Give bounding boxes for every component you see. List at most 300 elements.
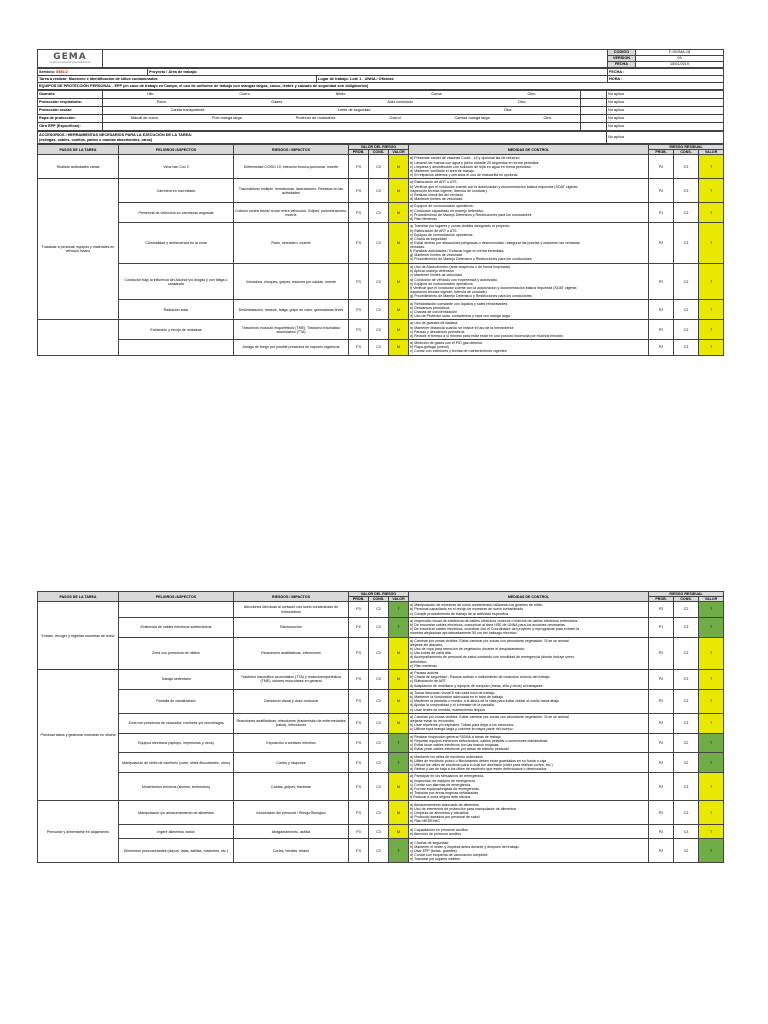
medida-line: e) Transitar por áreas seguras señalizadas	[410, 790, 479, 795]
residual-cons-cell: C3	[674, 637, 699, 669]
peligro-cell: Zona con presencia de ofidios	[119, 637, 234, 669]
cons-cell: C2	[369, 839, 389, 863]
residual-cons-cell: C3	[674, 670, 699, 690]
riesgo-cell: Caídas, golpes, fracturas	[234, 773, 349, 801]
residual-prob-cell: P2	[649, 637, 674, 669]
residual-cons-cell: C3	[674, 340, 699, 356]
risk-row	[38, 801, 724, 825]
epp-options	[103, 91, 581, 99]
epp-row-right: No aplica	[607, 107, 724, 115]
paso-cell: Pernoctar y alimentarse en alojamiento	[38, 801, 119, 863]
residual-cons-cell: C3	[674, 689, 699, 713]
cons-cell: C3	[369, 670, 389, 690]
residual-valor-cell: T	[699, 263, 724, 300]
epp-option: Auto contenido	[387, 100, 413, 105]
col-residual: RIESGO RESIDUAL	[649, 145, 724, 150]
medida-line: a) Caminar por zonas visibles. Evitar caminar por zonas con abundante vegetación. Si se ve animal	[410, 638, 569, 643]
risk-row	[38, 733, 724, 753]
col-valor: VALOR	[389, 597, 409, 602]
medida-line: b) Personal capacitado en el recojo de muestras de suelo contaminado	[410, 607, 524, 612]
riesgo-cell: Traumatismo múltiple, hematomas, laceraciones. Retrasos en las actividades	[234, 179, 349, 203]
epp-option: Careta transparente	[170, 108, 205, 113]
residual-prob-cell: P2	[649, 733, 674, 753]
medida-line: antiofídico.	[410, 659, 428, 664]
proyecto-label: Proyecto / Área de trabajo:	[148, 69, 608, 76]
riesgo-cell: Colisión contra reses/ cruce/ entre vehículos, Golpes, policontusiones, muerte	[234, 203, 349, 223]
riesgo-cell: Robo, secuestro, muerte	[234, 223, 349, 264]
medida-line: c) Realizar check list del vehículo	[410, 192, 464, 197]
epp-option: Nitrilo	[335, 92, 346, 97]
prob-cell: P3	[349, 155, 369, 179]
prob-cell: P3	[349, 733, 369, 753]
medida-line: b) De encontrar cables eléctricos, comunicar al área HSE de UNNA para los acciones necesarias.	[410, 623, 566, 628]
medida-line: b) Atención de primeros auxilios	[410, 831, 461, 836]
cons-cell: C3	[369, 801, 389, 825]
risk-row	[38, 263, 724, 300]
epp-check[interactable]	[581, 99, 607, 107]
paso-cell: Realizar actividades varias	[38, 155, 119, 179]
medida-line: b) Uso de elementos de protección para manipulador de alimentos	[410, 806, 517, 811]
epp-option: Hilo	[146, 92, 154, 97]
residual-valor-cell: T	[699, 637, 724, 669]
residual-valor-cell: T	[699, 773, 724, 801]
riesgo-cell: Enfermedad COVID 19, infección bronco-pulmonar, muerte	[234, 155, 349, 179]
epp-row-label: Otro EPP (Especificar):	[38, 123, 103, 131]
medida-line: a) Uso de guantes de badana	[410, 321, 458, 326]
medidas-cell	[409, 179, 649, 203]
prob-cell: P3	[349, 670, 369, 690]
medidas-cell	[409, 670, 649, 690]
medidas-cell	[409, 637, 649, 669]
peligro-cell: Virus han Cov 2	[119, 155, 234, 179]
epp-option: Lente de seguridad	[337, 108, 371, 113]
epp-options-list	[104, 116, 579, 120]
medida-line: d) Reducir el tiempo a lo mínimo para estar estar en una postura incómoda por muchos minutos	[410, 333, 563, 338]
accesorios-cell	[38, 132, 607, 144]
riesgo-cell: Cortes, heridas, tétano	[234, 839, 349, 863]
col-prob: PROB.	[649, 597, 674, 602]
prob-cell: P3	[349, 300, 369, 320]
peligro-cell: Manipulación de útiles de escritorio (cuter, útiles filocortantes, otros)	[119, 753, 234, 773]
medida-line: c) De encontrar cables eléctricos, coordinar con el Coordinador del proyecto y reprogramar para extraer la	[410, 627, 580, 632]
residual-cons-cell: C2	[674, 753, 699, 773]
medida-line: d) Contar con esquema de vacunación completa	[410, 852, 488, 857]
medida-line: d) Mantener ventilado el área de trabajo.	[410, 168, 475, 173]
epp-row-right: No aplica	[607, 99, 724, 107]
col-valor: VALOR	[389, 150, 409, 155]
document-header	[37, 49, 724, 68]
medida-line: b) Reportar equipos eléctricos defectuosos, cables pelados o conexiones clandestinas	[410, 738, 548, 743]
residual-cons-cell: C3	[674, 713, 699, 733]
risk-row	[38, 300, 724, 320]
paso-cell: Extraer, recoger y registrar muestras de suelo	[38, 602, 119, 670]
servicio-value: 5392.2	[56, 69, 68, 74]
medida-line: d) Plan Medevac	[410, 216, 437, 221]
medida-line: e) Evitar alertas por situaciones peligrosas o desconocidas / asegurar las puertas y mantener las ventanas	[410, 240, 580, 245]
residual-prob-cell: P1	[649, 617, 674, 637]
prob-cell: P2	[349, 617, 369, 637]
paso-cell: Trasladar a personal, equipos y materiales en vehículo liviano	[38, 179, 119, 320]
valor-cell: M	[389, 637, 409, 669]
col-pasos: PASOS DE LA TAREA	[38, 592, 119, 602]
prob-cell: P3	[349, 839, 369, 863]
lugar-label: Lugar de trabajo: Lote 1 - UNNA / Oficinas	[317, 76, 608, 83]
residual-prob-cell: P2	[649, 263, 674, 300]
riesgo-cell: Reacciones anafilácticas, infecciones	[234, 637, 349, 669]
servicio-field	[38, 69, 148, 76]
epp-option: Protector de motosierra	[295, 116, 336, 121]
medida-line: a) Realizar inspección general SIGMA a áreas de trabajo	[410, 734, 501, 739]
epp-option: Polvo	[156, 100, 167, 105]
medidas-cell	[409, 155, 649, 179]
risk-row	[38, 753, 724, 773]
epp-option: Otro:	[543, 116, 552, 121]
medida-line: c) Mantener límites de velocidad	[410, 273, 462, 278]
valor-cell: T	[389, 602, 409, 618]
residual-prob-cell: P2	[649, 602, 674, 618]
risk-row	[38, 617, 724, 637]
medida-line: b) Útiles de escritorio punzo o filocortantes deben estar guardados en su funda o caja	[410, 758, 547, 763]
medida-line: a) Rehidratación constante con líquidos y sales rehidratantes	[410, 301, 508, 306]
residual-prob-cell: P2	[649, 300, 674, 320]
medida-line: h) Procedimiento de Manejo Defensivo y Restricciones para los conductores	[410, 257, 532, 262]
residual-prob-cell: P2	[649, 689, 674, 713]
cons-cell: C3	[369, 320, 389, 340]
cons-cell: C3	[369, 179, 389, 203]
prob-cell: P3	[349, 689, 369, 713]
residual-valor-cell: T	[699, 713, 724, 733]
epp-check[interactable]	[581, 91, 607, 99]
residual-cons-cell: C3	[674, 773, 699, 801]
medida-line: e) En espacios abiertos y cerrados el uso de mascarilla es opcional.	[410, 172, 519, 177]
residual-prob-cell: P1	[649, 203, 674, 223]
medida-line: c) Mantener la pantalla o monitor a la altura de la vista para evitar doblar el cuello hacia abajo	[410, 699, 560, 704]
col-valor-riesgo: VALOR DEL RIESGO	[349, 592, 409, 597]
peligro-cell: Presencia de vehículos en carreteras angostas	[119, 203, 234, 223]
residual-valor-cell: T	[699, 670, 724, 690]
medida-line: c) Limpieza y desinfección con solución de lejía en agua en forma periódica.	[410, 164, 532, 169]
col-medidas: MEDIDAS DE CONTROL	[409, 592, 649, 602]
epp-row	[38, 115, 724, 123]
cons-cell: C3	[369, 825, 389, 839]
medida-line: d) Conductor de vehículo con experiencia y autorizado.	[410, 277, 498, 282]
medida-line: d) Evitar pisar cables eléctricos por áreas de tránsito peatonal	[410, 747, 509, 752]
cons-cell: C2	[369, 733, 389, 753]
col-cons: CONS.	[369, 597, 389, 602]
epp-check[interactable]	[581, 107, 607, 115]
epp-option: Mandil de cuero	[130, 116, 159, 121]
medida-line: inspección técnica vigente, licencia de conducir).	[410, 188, 488, 193]
medida-line: b) Mantener el orden y limpieza antes durante y después del trabajo.	[410, 844, 520, 849]
medida-line: a) Presentar carnet de vacunas Covid - 19 y opcional las de refuerzo	[410, 156, 520, 161]
page-1	[37, 49, 723, 356]
risk-row	[38, 340, 724, 356]
medida-line: b) Mantener distancia cuando se realice el uso de la herramienta	[410, 325, 514, 330]
cons-cell: C3	[369, 340, 389, 356]
medidas-cell	[409, 801, 649, 825]
medida-line: b) Verificar que el conductor cuente con la autorización y documentación básica requerida (SOAT vigente,	[410, 184, 579, 189]
residual-prob-cell: P2	[649, 839, 674, 863]
medida-line: a) Pausas activas	[410, 671, 439, 676]
medida-line: b) Descansos periódicos	[410, 305, 450, 310]
medida-line: a) Medición de gases con el PID gas detector	[410, 341, 483, 346]
epp-options-list	[104, 92, 579, 96]
medida-line: cerradas.	[410, 245, 426, 249]
epp-option: Otro:	[503, 108, 513, 113]
epp-row	[38, 107, 724, 115]
medida-line: c) Utilizar los útiles de escritorio para lo cual fue diseñado (cúter para realizar cortes, etc.)	[410, 762, 553, 767]
accesorios-table	[37, 131, 724, 144]
peligro-cell: Existencia de cables eléctricos subterráneos	[119, 617, 234, 637]
medida-line: alejarse evitar su encuentro.	[410, 719, 456, 724]
col-prob: PROB.	[649, 150, 674, 155]
riesgo-cell: Electrocución	[234, 617, 349, 637]
medida-line: d) Uso de Protector solar, cortavientos y ropa con manga larga	[410, 313, 510, 318]
prob-cell: P3	[349, 825, 369, 839]
medida-line: b) Charla de seguridad - Pausas activas o estiramiento de músculos al inicio del trabajo.	[410, 675, 551, 680]
medidas-cell	[409, 617, 649, 637]
medida-line: c) Charlas de concientización	[410, 309, 457, 314]
medida-line: d) Charla de seguridad	[410, 236, 447, 241]
version-label: VERSION	[608, 56, 636, 62]
risk-row	[38, 223, 724, 264]
col-cons: CONS.	[674, 597, 699, 602]
epp-option: Otro:	[527, 92, 536, 97]
residual-cons-cell: C2	[674, 839, 699, 863]
residual-valor-cell: T	[699, 155, 724, 179]
medida-line: a) Elaboración de ART o ATS	[410, 180, 457, 185]
col-pasos: PASOS DE LA TAREA	[38, 145, 119, 155]
valor-cell: M	[389, 713, 409, 733]
riesgo-cell: Exposición a contacto eléctrico	[234, 733, 349, 753]
gema-logo-sub: Gestión Empresarial y Medioambiental	[49, 61, 91, 65]
peligro-cell: Pantalla de visualización	[119, 689, 234, 713]
medida-line: b) Inspección de equipos de emergencia.	[410, 778, 476, 783]
residual-valor-cell: T	[699, 801, 724, 825]
medidas-cell	[409, 733, 649, 753]
epp-option: Goma	[431, 92, 442, 97]
medida-line: g) Procedimiento de Manejo Defensivo y Restricciones para los conductores	[410, 294, 532, 299]
valor-cell: M	[389, 203, 409, 223]
service-info	[37, 68, 724, 90]
medida-line: a) Caminar por zonas visibles. Evitar caminar por zonas con abundante vegetación. Si se ve animal	[410, 714, 569, 719]
prob-cell: P3	[349, 263, 369, 300]
residual-valor-cell: T	[699, 825, 724, 839]
epp-row-label: Guantes:	[38, 91, 103, 99]
epp-options	[103, 115, 581, 123]
residual-valor-cell: T	[699, 340, 724, 356]
col-valor-riesgo: VALOR DEL RIESGO	[349, 145, 409, 150]
medidas-cell	[409, 753, 649, 773]
medida-line: c) Limpieza de alimentos y utensilios	[410, 810, 469, 815]
medida-line: b) Rapa-gofluga (overol)	[410, 345, 449, 350]
peligro-cell: Elementos punzocortantes (clavos, latas, astillas, machetes, etc.)	[119, 839, 234, 863]
residual-cons-cell: C3	[674, 801, 699, 825]
riesgo-cell: Afecciones dérmicas al contacto con suelo contaminado de hidrocarburo	[234, 602, 349, 618]
peligro-cell	[119, 602, 234, 618]
prob-cell: P3	[349, 637, 369, 669]
risk-row	[38, 713, 724, 733]
col-riesgos: RIESGOS / IMPACTOS	[234, 592, 349, 602]
cons-cell: C3	[369, 203, 389, 223]
col-valor: VALOR	[699, 597, 724, 602]
risk-table-2	[37, 591, 724, 863]
epp-row-label: Protección ocular:	[38, 107, 103, 115]
residual-valor-cell: T	[699, 602, 724, 618]
residual-prob-cell: P2	[649, 825, 674, 839]
cons-cell: C3	[369, 637, 389, 669]
medida-line: d) Retirar y dar de baja a los útiles de escritorio que estén defectuosos o deteriorados	[410, 766, 547, 771]
epp-option: Camisa manga larga	[454, 116, 490, 121]
logo-cell	[38, 50, 103, 68]
medidas-cell	[409, 839, 649, 863]
risk-row	[38, 602, 724, 618]
medida-line: c) Usar EPP (botas, guantes)	[410, 848, 457, 853]
valor-cell: M	[389, 263, 409, 300]
cons-cell: C3	[369, 617, 389, 637]
residual-prob-cell: P2	[649, 223, 674, 264]
epp-row	[38, 99, 724, 107]
prob-cell: P3	[349, 203, 369, 223]
medida-line: d) Formar equipos/brigada de emergencias.	[410, 786, 480, 791]
valor-cell: M	[389, 155, 409, 179]
medida-line: f) Paralizar actividades / Evacuar lugar en forma inmediata.	[410, 249, 505, 254]
prob-cell: P3	[349, 179, 369, 203]
medida-line: c) Uso botas de caña alta	[410, 651, 451, 656]
residual-cons-cell: C3	[674, 155, 699, 179]
prob-cell: P3	[349, 320, 369, 340]
medidas-cell	[409, 713, 649, 733]
residual-cons-cell: C3	[674, 263, 699, 300]
valor-cell: M	[389, 689, 409, 713]
residual-cons-cell: C3	[674, 320, 699, 340]
residual-cons-cell: C2	[674, 602, 699, 618]
medida-line: alejarse sin atacarlo.	[410, 643, 443, 648]
peligro-cell: Carretera en mal estado	[119, 179, 234, 203]
medida-line: e) Transitar por lugares visibles	[410, 857, 460, 862]
residual-valor-cell: T	[699, 839, 724, 863]
risk-row	[38, 825, 724, 839]
medida-line: e) Plan medevac	[410, 663, 437, 668]
col-cons: CONS.	[674, 150, 699, 155]
valor-cell: M	[389, 320, 409, 340]
residual-valor-cell: T	[699, 179, 724, 203]
col-prob: PROB.	[349, 597, 369, 602]
epp-option: Polo manga larga	[211, 116, 242, 121]
peligro-cell: Radiación solar	[119, 300, 234, 320]
medida-line: e) Equipos de comunicación operativos	[410, 281, 473, 286]
risk-row	[38, 203, 724, 223]
medida-line: a) Tomar descanso visual 5 min cada hora de trabajo.	[410, 691, 496, 696]
medida-line: a) Manipulación de muestras de suelo contaminado utilizando los guantes de nitrilo	[410, 603, 543, 608]
version-value: 03	[636, 56, 724, 62]
medida-line: c) Contar con extintores y fechas de mantenimiento vigentes	[410, 349, 507, 354]
epp-option: Overol	[389, 116, 401, 121]
valor-cell: T	[389, 733, 409, 753]
tarea-label: Tarea a realizar: Muestreo e identificación de sitios contaminados	[38, 76, 317, 83]
medida-line: b) Lavarse las manos con agua y jabón durante 20 segundos en forma periódica.	[410, 160, 540, 165]
medida-line: d) Protocolo aseados por personal de salud	[410, 814, 480, 819]
medida-line: e) Plan MEDEVAC	[410, 819, 440, 824]
epp-option: Gases	[271, 100, 283, 105]
medida-line: a) Participar en los simulacros de emergencia.	[410, 774, 484, 779]
medida-line: c) Pausas y descansos periódicos	[410, 329, 465, 334]
peligro-cell: Manipulación y/o almacenamiento de alimentos	[119, 801, 234, 825]
header-row	[38, 592, 724, 597]
epp-options	[103, 107, 581, 115]
medida-line: a) Charlas de seguridad	[410, 840, 449, 845]
peligro-cell: Conductor bajo la influencia del Alcohol y/o drogas y con fatiga o cansancio	[119, 263, 234, 300]
prob-cell: P3	[349, 223, 369, 264]
epp-title: EQUIPOS DE PROTECCIÓN PERSONAL - EPP (en caso de trabajo en Campo, el uso de uniforme de trabajo con mangas largas, casco, lentes y calzado de seguridad son obligatorios)	[38, 83, 724, 90]
epp-row-label: Protección respiratoria:	[38, 99, 103, 107]
medida-line: f) Evacuar a zona segura ante sismos	[410, 795, 471, 800]
valor-cell: T	[389, 839, 409, 863]
cons-cell: C3	[369, 689, 389, 713]
epp-row-right: No aplica	[607, 115, 724, 123]
valor-cell: M	[389, 223, 409, 264]
residual-prob-cell: P2	[649, 179, 674, 203]
accesorios-sub: (eslingas, cables, conitos, palios o mantas absorbentes, otros)	[39, 137, 153, 142]
medidas-cell	[409, 203, 649, 223]
prob-cell: P3	[349, 713, 369, 733]
accesorios-right: No aplica	[607, 132, 724, 144]
cons-cell: C3	[369, 223, 389, 264]
medida-line: b) Conductor capacitado en manejo defensivo	[410, 208, 484, 213]
medida-line: inspección técnica vigente, licencia de conducir)	[410, 289, 487, 294]
medida-line: muestra alejándose aproximadamente 50 cm del hallazgo eléctrico.	[410, 631, 518, 636]
valor-cell: M	[389, 825, 409, 839]
medida-line: a) Mantener los útiles de escritorio ordenados	[410, 754, 483, 759]
medida-line: d) Adaptación de mobiliario y equipos de computo (mesa, silla y otros) al trabajador.	[410, 683, 544, 688]
epp-check[interactable]	[581, 115, 607, 123]
header-blank	[103, 50, 608, 68]
residual-valor-cell: T	[699, 689, 724, 713]
cons-cell: C2	[369, 602, 389, 618]
risk-row	[38, 637, 724, 669]
col-prob: PROB.	[349, 150, 369, 155]
accesorios-title: ACCESORIOS / HERRAMIENTAS NECESARIOS PARA LA EJECUCIÓN DE LA TAREA:	[39, 133, 193, 138]
valor-cell: M	[389, 300, 409, 320]
residual-prob-cell: P2	[649, 320, 674, 340]
residual-valor-cell: T	[699, 320, 724, 340]
peligro-cell: Extracción y recojo de muestras	[119, 320, 234, 340]
codigo-value: F-SIGMA-18	[636, 50, 724, 56]
medidas-cell	[409, 223, 649, 264]
riesgo-cell: Trastornos musculo esqueléticos (TME), Trastorno traumático acumulativo (TTA)	[234, 320, 349, 340]
codigo-label: CODIGO	[608, 50, 636, 56]
medida-line: c) Elaboración de ART.	[410, 679, 447, 684]
medida-line: b) Uso de ropa para remoción de vegetación durante el desplazamiento.	[410, 647, 526, 652]
risk-row	[38, 689, 724, 713]
epp-check[interactable]	[581, 123, 607, 131]
peligro-cell: Zona con presencia de zancudos, roedores y/o murciélagos	[119, 713, 234, 733]
col-residual: RIESGO RESIDUAL	[649, 592, 724, 597]
valor-cell: M	[389, 801, 409, 825]
residual-cons-cell: C3	[674, 617, 699, 637]
medidas-cell	[409, 263, 649, 300]
page-2	[37, 591, 723, 863]
medidas-cell	[409, 320, 649, 340]
medida-line: d) Acompañamiento de personal de salud contando con movilidad de emergencia (donde incluye suero	[410, 655, 575, 660]
medida-line: e) Usar lentes de medida, manteniendo limpios	[410, 707, 486, 712]
cons-cell: C2	[369, 300, 389, 320]
risk-row	[38, 179, 724, 203]
valor-cell: M	[389, 179, 409, 203]
residual-prob-cell: P2	[649, 713, 674, 733]
epp-option: Otro:	[517, 100, 527, 105]
valor-cell: M	[389, 340, 409, 356]
